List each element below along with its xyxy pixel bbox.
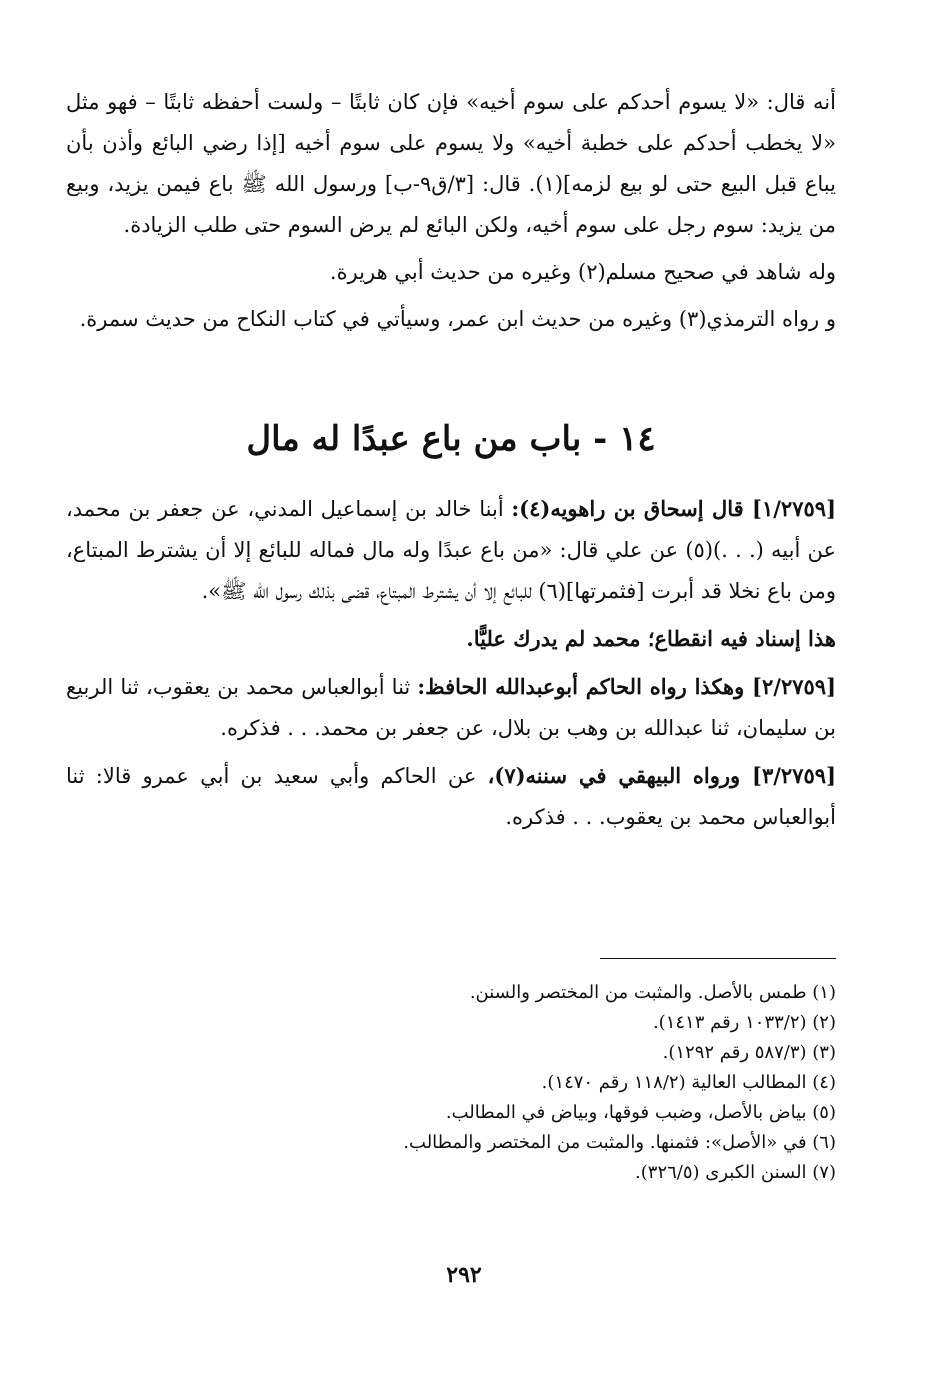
hadith-lead: [١/٢٧٥٩] قال إسحاق بن راهويه(٤): <box>511 496 836 521</box>
isnad-note <box>66 618 836 660</box>
hadith-2759-3 <box>66 755 836 838</box>
footnotes <box>200 978 836 1188</box>
page-number: ٢٩٢ <box>446 1262 482 1288</box>
paragraph-2: وله شاهد في صحيح مسلم(٢) وغيره من حديث أبي هريرة. <box>329 260 836 284</box>
footnote-5: (٥) بياض بالأصل، وضبب فوقها، وبياض في المطالب. <box>445 1102 836 1123</box>
hadith-text: ثنا أبوالعباس محمد بن يعقوب، ثنا الربيع بن سليمان، ثنا عبدالله بن وهب بن بلال، عن جعفر بن محمد. . . فذكره. <box>66 675 836 740</box>
hadith-text: عن الحاكم وأبي سعيد بن أبي عمرو قالا: ثنا أبوالعباس محمد بن يعقوب. . . فذكره. <box>66 764 836 829</box>
paragraph-3: و رواه الترمذي(٣) وغيره من حديث ابن عمر، وسيأتي في كتاب النكاح من حديث سمرة. <box>79 307 836 331</box>
chapter-title: ١٤ - باب من باع عبدًا له مال <box>246 419 656 459</box>
footnote-6: (٦) في «الأصل»: فثمنها. والمثبت من المختصر والمطالب. <box>403 1132 836 1153</box>
hadith-2759-2 <box>66 666 836 749</box>
hadith-lead: [٢/٢٧٥٩] وهكذا رواه الحاكم أبوعبدالله الحافظ: <box>417 674 837 699</box>
hadith-2759-1 <box>66 488 836 612</box>
footnote-divider <box>600 958 836 959</box>
hadith-lead: [٣/٢٧٥٩] ورواه البيهقي في سننه(٧)، <box>487 763 836 788</box>
top-text-block <box>66 82 836 346</box>
main-text-block <box>66 488 836 844</box>
footnote-1: (١) طمس بالأصل. والمثبت من المختصر والسنن. <box>469 982 836 1003</box>
hadith-text: أبنا خالد بن إسماعيل المدني، عن جعفر بن محمد، عن أبيه (. . .)(٥) عن علي قال: «من باع عبدًا وله مال فماله للبائع إلا أن يشترط المبتاع، ومن باع نخلا قد أبرت [فثمرتها](٦) للبائع إلا أن يشترط المبتاع، قضى بذلك رسول الله ﷺ». <box>66 497 836 603</box>
isnad-note-text: هذا إسناد فيه انقطاع؛ محمد لم يدرك عليًّا. <box>466 626 836 651</box>
paragraph-1: أنه قال: «لا يسوم أحدكم على سوم أخيه» فإن كان ثابتًا – ولست أحفظه ثابتًا – فهو مثل «لا يخطب أحدكم على خطبة أخيه» ولا يسوم على سوم أخيه [إذا رضي البائع وأذن بأن يباع قبل البيع حتى لو بيع لزمه](١). قال: [٣/ق٩-ب] ورسول الله ﷺ باع فيمن يزيد، وبيع من يزيد: سوم رجل على سوم أخيه، ولكن البائع لم يرض السوم حتى طلب الزيادة. <box>66 90 836 237</box>
footnote-7: (٧) السنن الكبرى (٣٢٦/٥). <box>635 1162 836 1183</box>
footnote-2: (٢) (١٠٣٣/٢ رقم ١٤١٣). <box>652 1012 836 1033</box>
footnote-3: (٣) (٥٨٧/٣ رقم ١٢٩٢). <box>662 1042 836 1063</box>
footnote-4: (٤) المطالب العالية (١١٨/٢ رقم ١٤٧٠). <box>541 1072 836 1093</box>
